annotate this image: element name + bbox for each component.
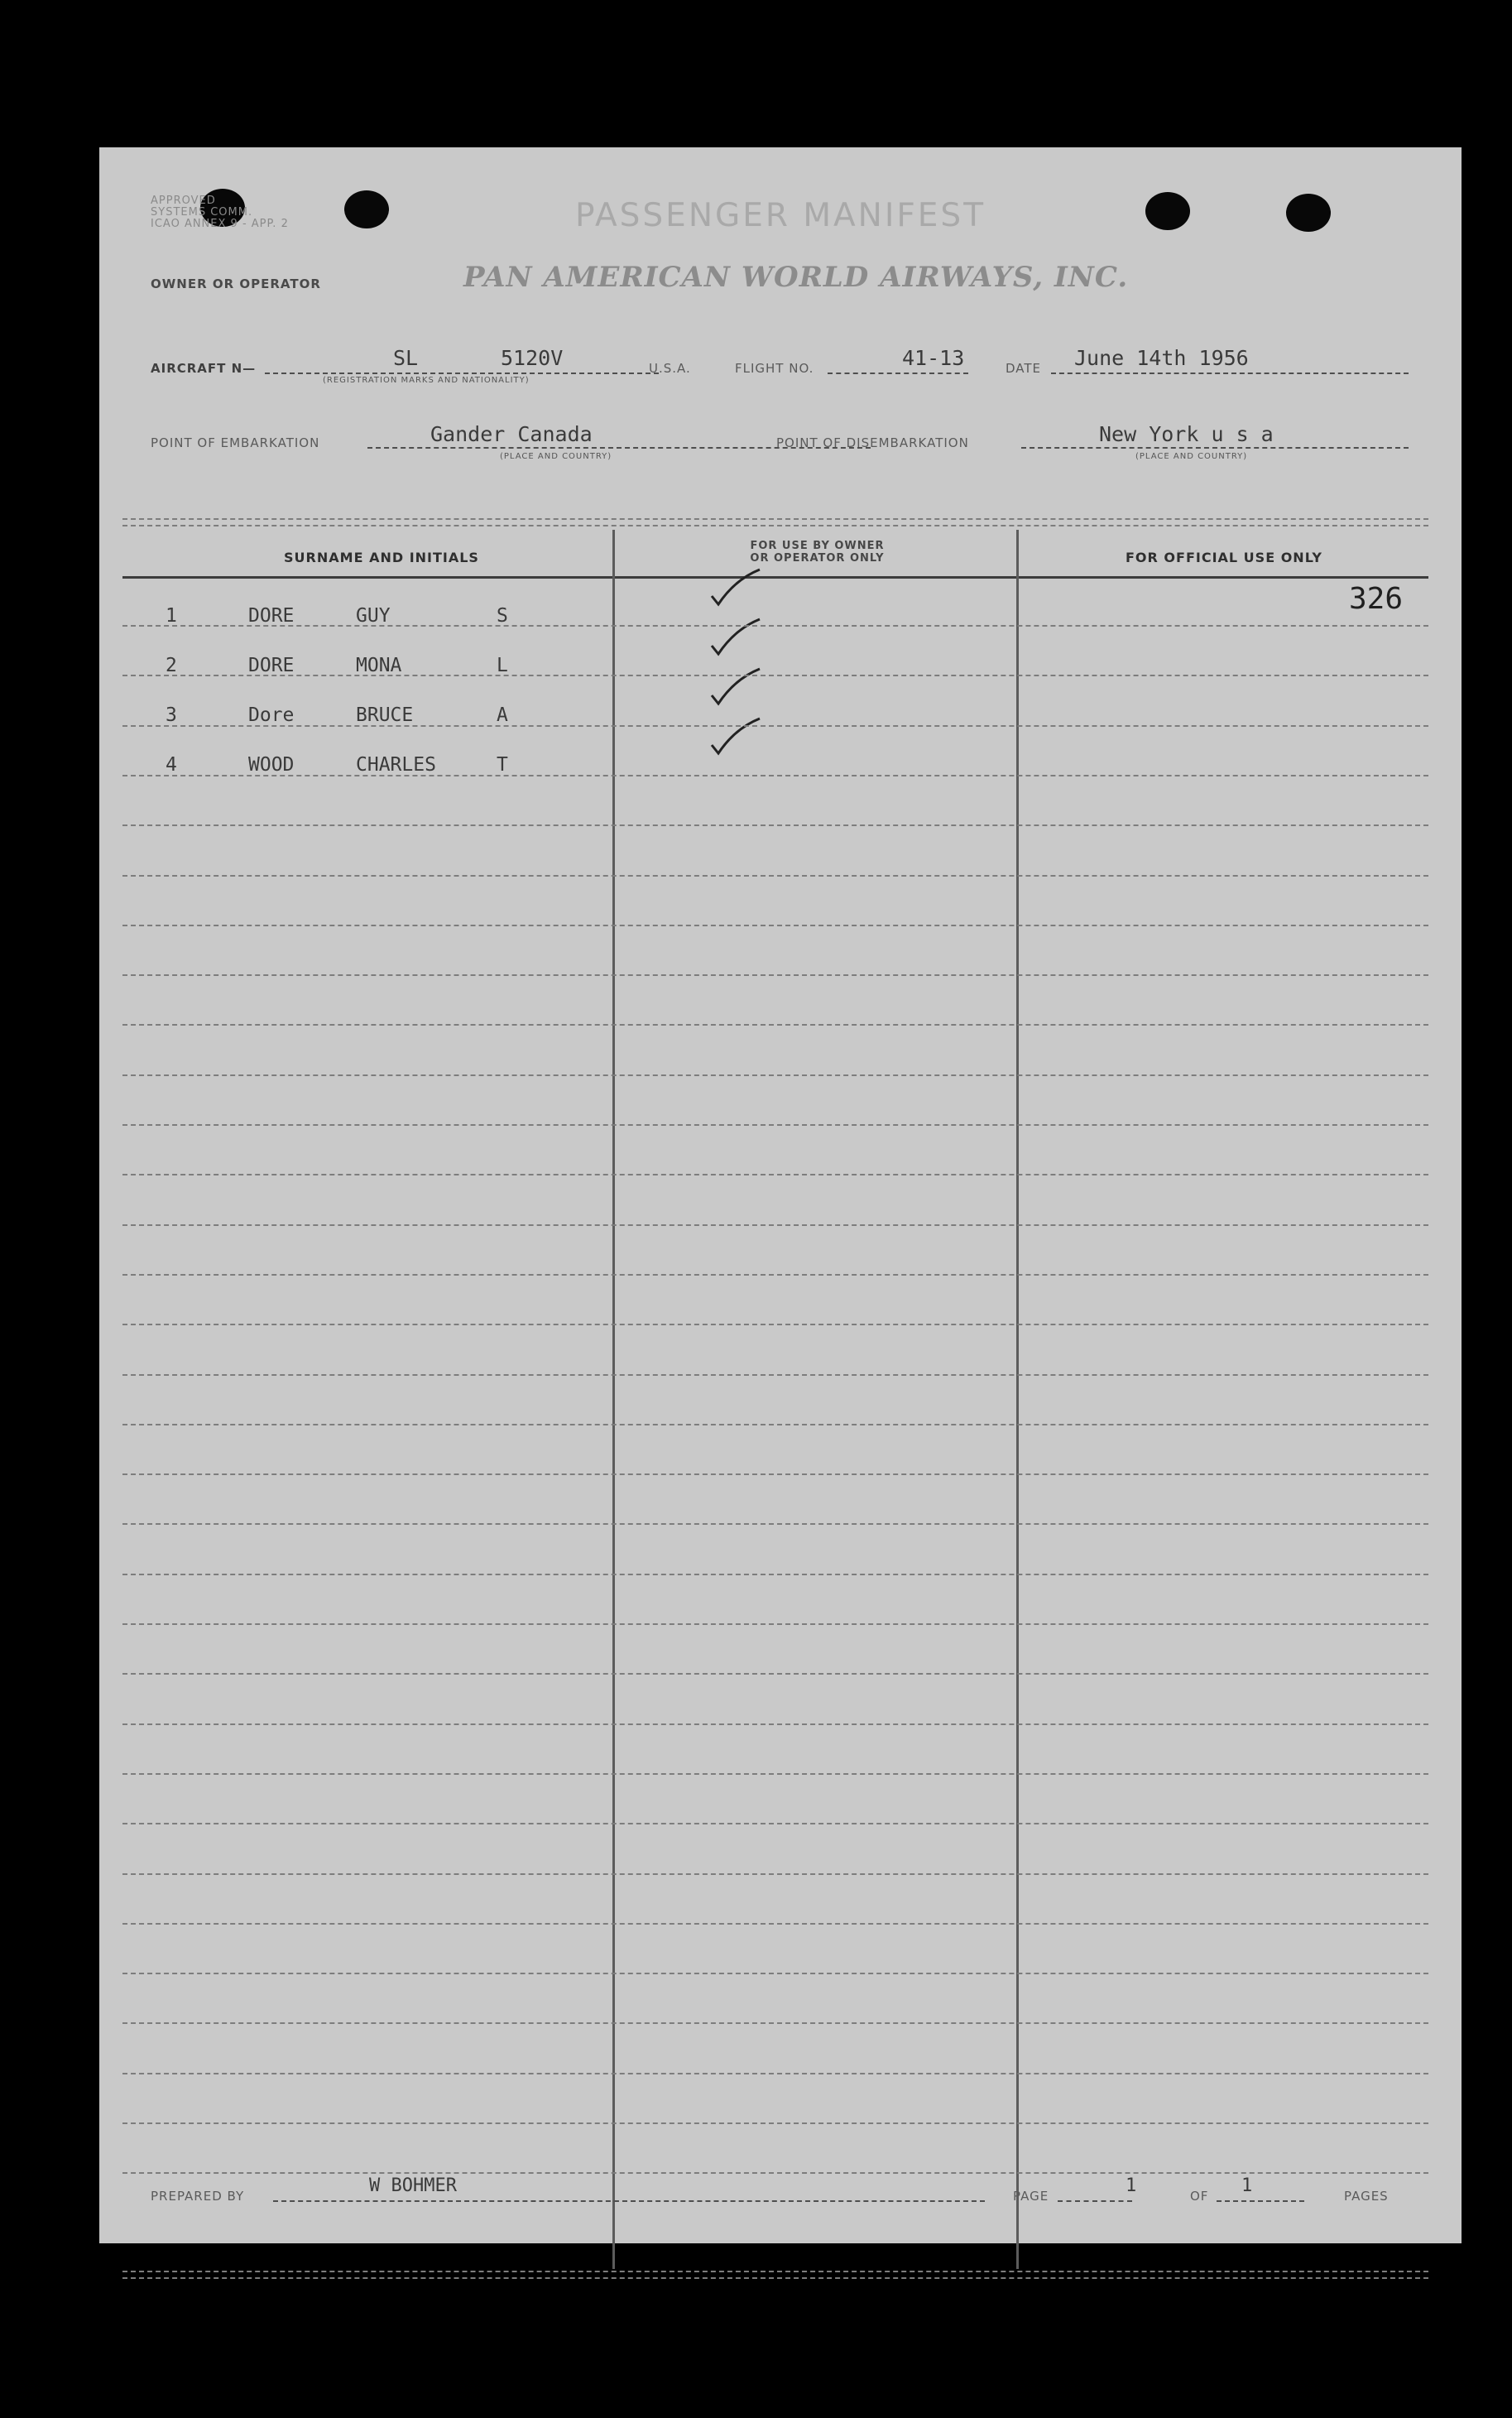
row-rule xyxy=(122,2172,1428,2174)
row-rule xyxy=(122,925,1428,926)
page-label: PAGE xyxy=(1013,2189,1049,2204)
approval-line: APPROVED xyxy=(151,195,216,207)
page-number: 1 xyxy=(1126,2175,1137,2196)
passenger-surname: DORE xyxy=(248,655,295,676)
table-top-border xyxy=(122,518,1428,520)
row-rule xyxy=(122,875,1428,877)
row-rule xyxy=(122,625,1428,627)
table-bottom-border xyxy=(122,2277,1428,2279)
checkmark-icon xyxy=(710,568,761,608)
total-pages: 1 xyxy=(1241,2175,1253,2196)
row-rule xyxy=(122,1773,1428,1775)
disembarkation-value: New York u s a xyxy=(1099,422,1274,446)
approval-line: SYSTEMS COMM. xyxy=(151,206,253,219)
passenger-initial: T xyxy=(497,754,508,776)
page-underline xyxy=(1058,2200,1132,2202)
table-top-border xyxy=(122,525,1428,526)
row-rule xyxy=(122,824,1428,826)
row-rule xyxy=(122,1274,1428,1276)
passenger-row xyxy=(166,648,703,681)
row-rule xyxy=(122,1873,1428,1875)
disembarkation-label: POINT OF DISEMBARKATION xyxy=(776,435,969,450)
surname-column-header: SURNAME AND INITIALS xyxy=(284,550,479,565)
checkmark-icon xyxy=(710,717,761,757)
prepared-label: PREPARED BY xyxy=(151,2189,245,2204)
approval-line: ICAO ANNEX 9 - APP. 2 xyxy=(151,218,289,230)
row-rule xyxy=(122,1523,1428,1525)
date-underline xyxy=(1051,373,1409,374)
row-rule xyxy=(122,1324,1428,1325)
of-label: OF xyxy=(1190,2189,1209,2204)
passenger-initial: A xyxy=(497,704,508,726)
row-rule xyxy=(122,2022,1428,2024)
row-rule xyxy=(122,1823,1428,1824)
row-rule xyxy=(122,675,1428,676)
registration-caption: (REGISTRATION MARKS AND NATIONALITY) xyxy=(323,376,530,385)
passenger-surname: WOOD xyxy=(248,754,295,776)
owner-use-column-header xyxy=(612,540,1022,565)
flight-number: 41-13 xyxy=(902,346,965,370)
prepared-by: W BOHMER xyxy=(369,2175,457,2196)
passenger-given-name: MONA xyxy=(356,655,402,676)
passenger-initial: L xyxy=(497,655,508,676)
passenger-given-name: GUY xyxy=(356,605,391,627)
table-bottom-border xyxy=(122,2271,1428,2272)
row-rule xyxy=(122,1673,1428,1675)
disembarkation-caption: (PLACE AND COUNTRY) xyxy=(1135,452,1248,461)
row-rule xyxy=(122,1923,1428,1925)
row-rule xyxy=(122,1723,1428,1725)
row-rule xyxy=(122,1473,1428,1475)
row-number: 1 xyxy=(166,605,177,627)
company-name: PAN AMERICAN WORLD AIRWAYS, INC. xyxy=(463,261,1129,294)
aircraft-number: 5120V xyxy=(501,346,564,370)
aircraft-marks: SL xyxy=(393,346,419,370)
embarkation-value: Gander Canada xyxy=(430,422,593,446)
column-divider xyxy=(612,530,615,2269)
pages-label: PAGES xyxy=(1344,2189,1389,2204)
row-rule xyxy=(122,1074,1428,1076)
row-rule xyxy=(122,1374,1428,1376)
owner-use-line: OR OPERATOR ONLY xyxy=(750,552,885,565)
flight-label: FLIGHT NO. xyxy=(735,361,814,376)
row-rule xyxy=(122,2073,1428,2074)
header-rule xyxy=(122,576,1428,579)
aircraft-label: AIRCRAFT N— xyxy=(151,361,257,376)
row-rule xyxy=(122,2122,1428,2124)
embarkation-caption: (PLACE AND COUNTRY) xyxy=(500,452,612,461)
manifest-sheet xyxy=(99,147,1462,2243)
owner-use-line: FOR USE BY OWNER xyxy=(750,540,885,552)
official-number: 326 xyxy=(1349,582,1404,616)
checkmark-icon xyxy=(710,667,761,707)
passenger-surname: DORE xyxy=(248,605,295,627)
prepared-underline xyxy=(273,2200,985,2202)
passenger-row xyxy=(166,598,703,632)
passenger-initial: S xyxy=(497,605,508,627)
passenger-given-name: BRUCE xyxy=(356,704,414,726)
flight-date: June 14th 1956 xyxy=(1074,346,1249,370)
checkmark-icon xyxy=(710,618,761,657)
row-rule xyxy=(122,974,1428,976)
row-number: 2 xyxy=(166,655,177,676)
row-rule xyxy=(122,1973,1428,1974)
country-label: U.S.A. xyxy=(649,361,691,376)
row-rule xyxy=(122,775,1428,776)
total-underline xyxy=(1217,2200,1304,2202)
aircraft-underline xyxy=(265,373,659,374)
column-divider xyxy=(1016,530,1019,2269)
row-rule xyxy=(122,725,1428,727)
row-rule xyxy=(122,1174,1428,1175)
official-column-header: FOR OFFICIAL USE ONLY xyxy=(1126,550,1322,565)
passenger-surname: Dore xyxy=(248,704,295,726)
passenger-given-name: CHARLES xyxy=(356,754,436,776)
row-rule xyxy=(122,1024,1428,1026)
embarkation-label: POINT OF EMBARKATION xyxy=(151,435,320,450)
disembarkation-underline xyxy=(1021,447,1409,449)
row-rule xyxy=(122,1574,1428,1575)
row-rule xyxy=(122,1224,1428,1226)
row-number: 3 xyxy=(166,704,177,726)
row-number: 4 xyxy=(166,754,177,776)
row-rule xyxy=(122,1424,1428,1425)
owner-label: OWNER OR OPERATOR xyxy=(151,276,321,291)
form-title: PASSENGER MANIFEST xyxy=(574,197,986,234)
row-rule xyxy=(122,1623,1428,1625)
row-rule xyxy=(122,1124,1428,1126)
date-label: DATE xyxy=(1006,361,1042,376)
flight-underline xyxy=(828,373,968,374)
